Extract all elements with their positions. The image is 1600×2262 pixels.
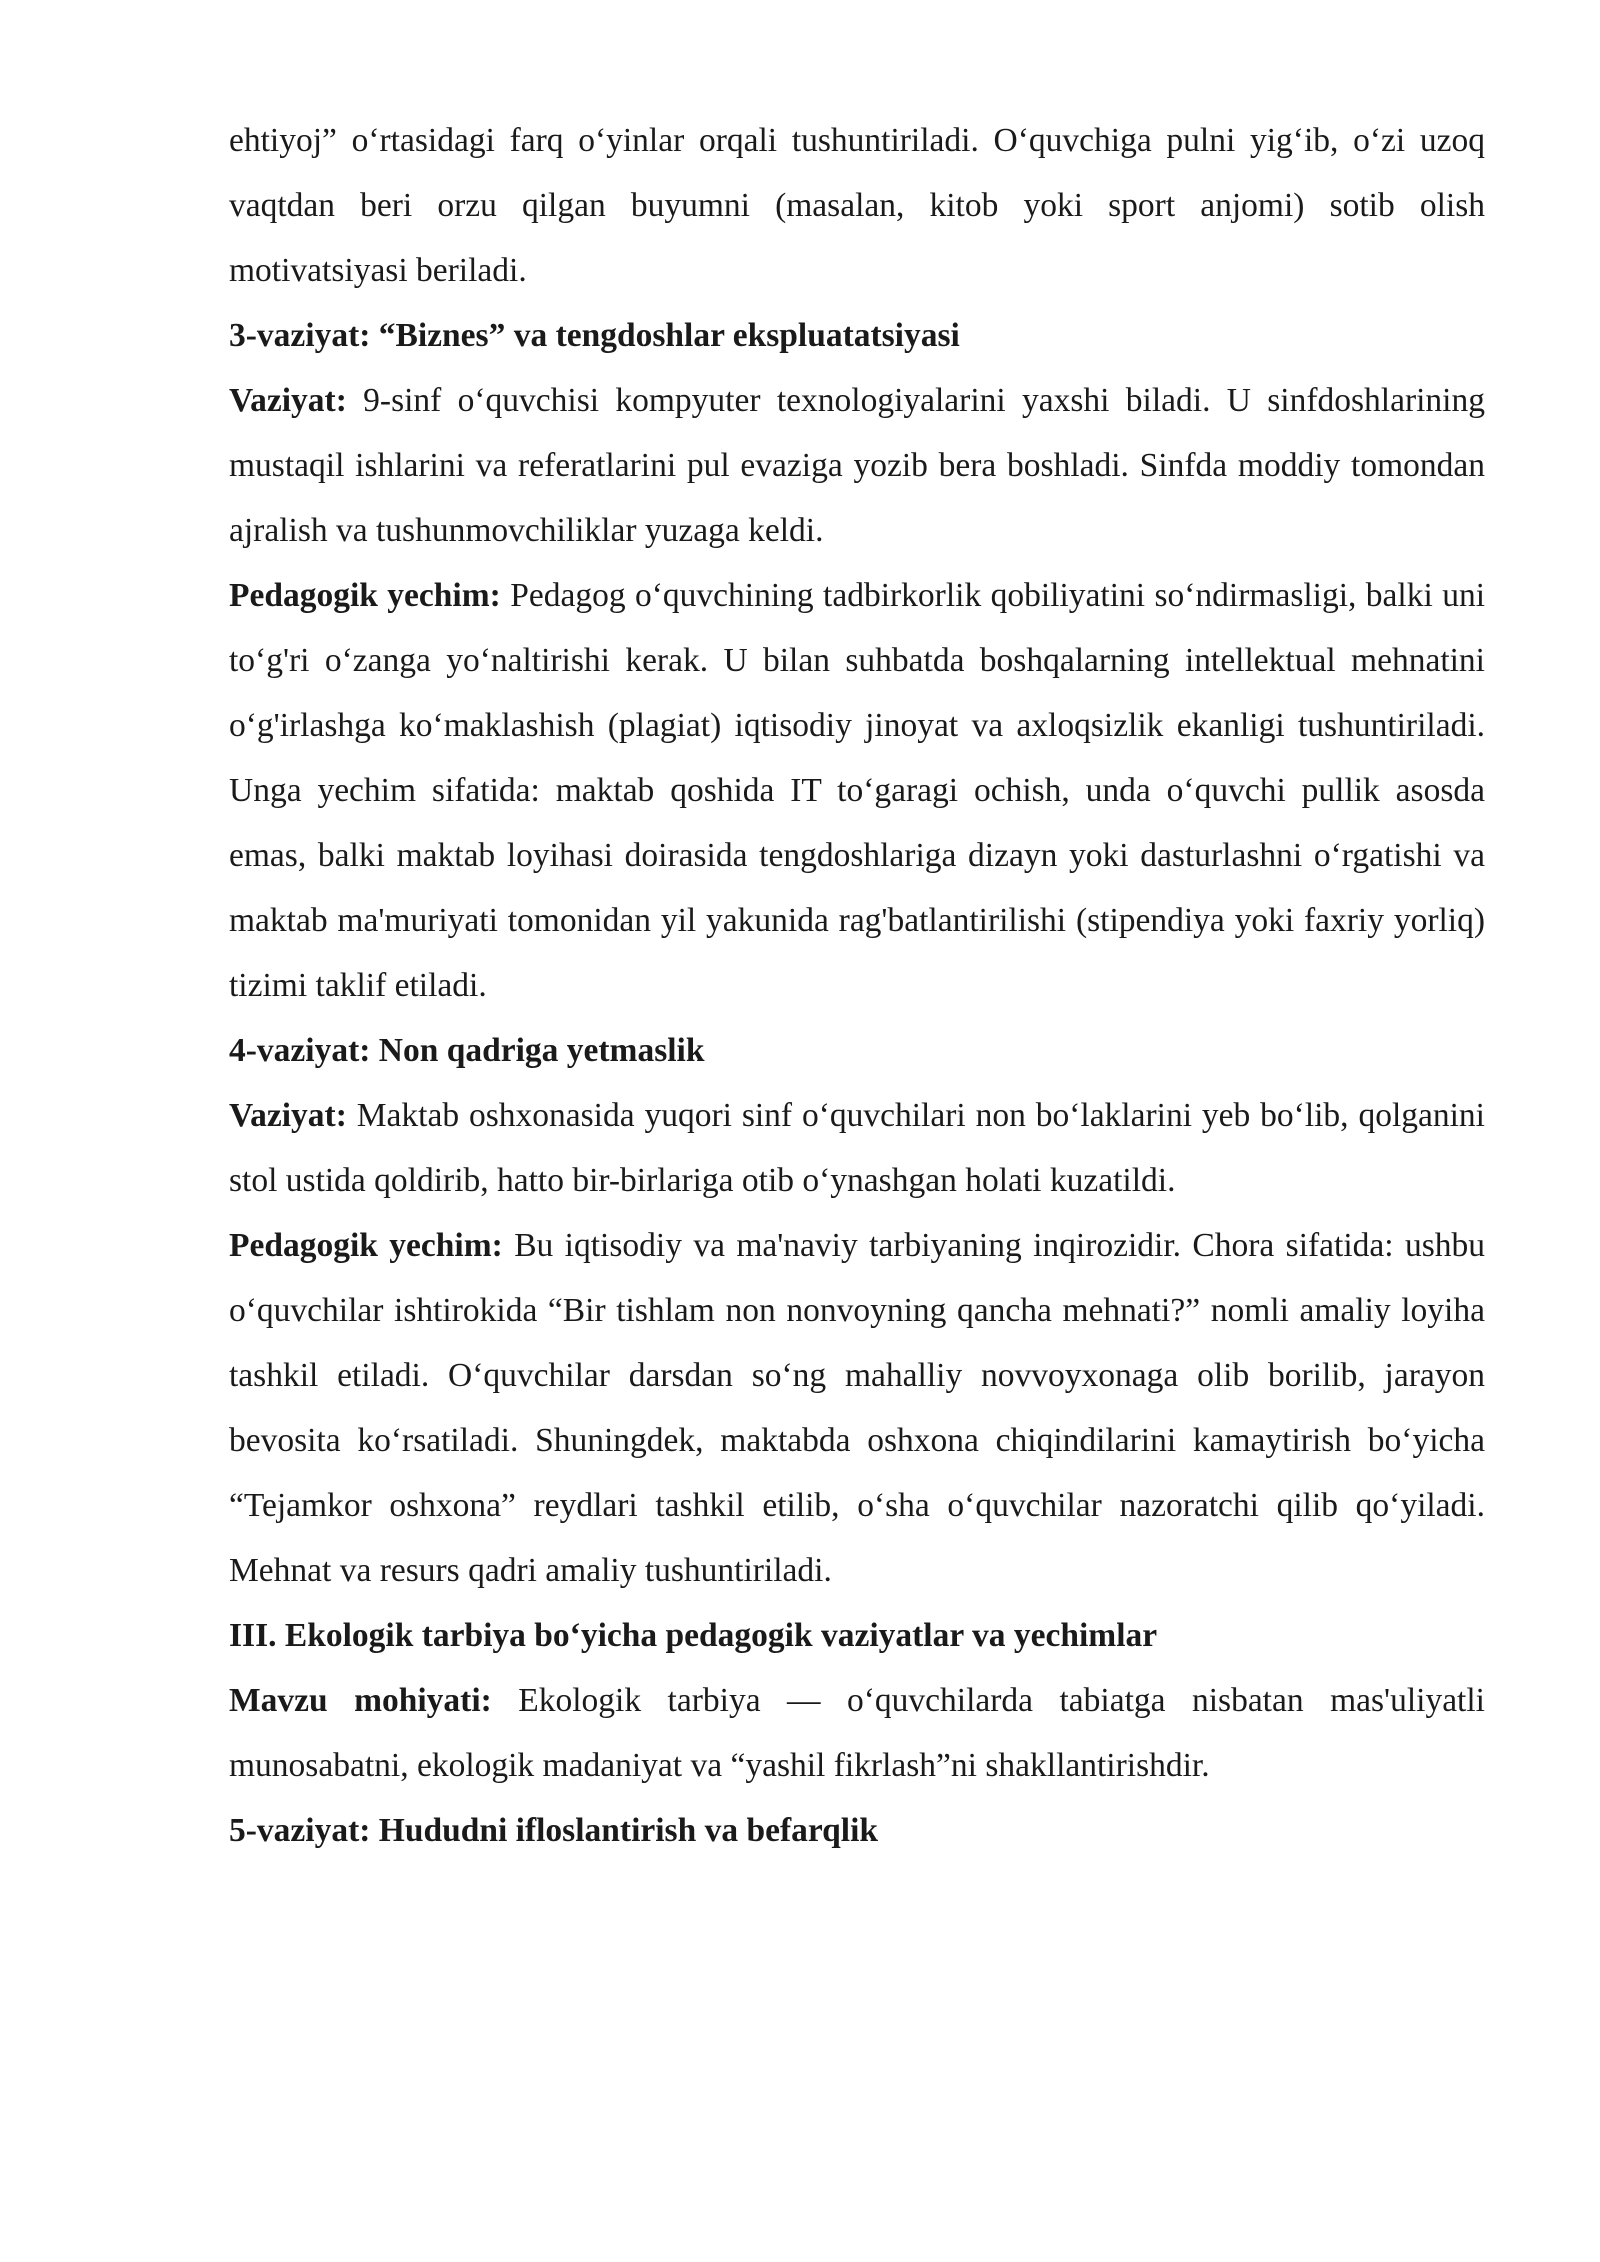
heading-situation-4: 4-vaziyat: Non qadriga yetmaslik	[229, 1032, 705, 1069]
paragraph-text: Pedagog oʻquvchining tadbirkorlik qobiliyatini soʻndirmasligi, balki uni toʻg'ri oʻzanga yoʻnaltirishi kerak. U bilan suhbatda boshqalarning intellektual mehnatini oʻg'irlashga koʻmaklashish (plagiat) iqtisodiy jinoyat va axloqsizlik ekanligi tushuntiriladi. Unga yechim sifatida: maktab qoshida IT toʻgaragi ochish, unda oʻquvchi pullik asosda emas, balki maktab loyihasi doirasida tengdoshlariga dizayn yoki dasturlashni oʻrgatishi va maktab ma'muriyati tomonidan yil yakunida rag'batlantirilishi (stipendiya yoki faxriy yorliq) tizimi taklif etiladi.	[229, 577, 1486, 1004]
paragraph-label: Pedagogik yechim:	[229, 577, 501, 614]
paragraph-text: Bu iqtisodiy va ma'naviy tarbiyaning inqirozidir. Chora sifatida: ushbu oʻquvchilar ishtirokida “Bir tishlam non nonvoyning qancha mehnati?” nomli amaliy loyiha tashkil etiladi. Oʻquvchilar darsdan soʻng mahalliy novvoyxonaga olib borilib, jarayon bevosita koʻrsatiladi. Shuningdek, maktabda oshxona chiqindilarini kamaytirish boʻyicha “Tejamkor oshxona” reydlari tashkil etilib, oʻsha oʻquvchilar nazoratchi qilib qoʻyiladi. Mehnat va resurs qadri amaliy tushuntiriladi.	[229, 1227, 1486, 1589]
paragraph-label: Vaziyat:	[229, 382, 347, 419]
heading-section-3: III. Ekologik tarbiya boʻyicha pedagogik vaziyatlar va yechimlar	[229, 1617, 1158, 1654]
paragraph-text: ehtiyoj” oʻrtasidagi farq oʻyinlar orqali tushuntiriladi. Oʻquvchiga pulni yigʻib, oʻzi uzoq vaqtdan beri orzu qilgan buyumni (masalan, kitob yoki sport anjomi) sotib olish motivatsiyasi beriladi.	[229, 122, 1485, 289]
paragraph-text: 9-sinf oʻquvchisi kompyuter texnologiyalarini yaxshi biladi. U sinfdoshlarining mustaqil ishlarini va referatlarini pul evaziga yozib bera boshladi. Sinfda moddiy tomondan ajralish va tushunmovchiliklar yuzaga keldi.	[229, 382, 1485, 549]
paragraph-topic-essence	[229, 1668, 1485, 1798]
paragraph-label: Mavzu mohiyati:	[229, 1682, 492, 1719]
paragraph-label: Vaziyat:	[229, 1097, 347, 1134]
heading-situation-5: 5-vaziyat: Hududni ifloslantirish va befarqlik	[229, 1812, 879, 1849]
heading-situation-3: 3-vaziyat: “Biznes” va tengdoshlar ekspluatatsiyasi	[229, 317, 960, 354]
paragraph-situation-4	[229, 1083, 1485, 1213]
paragraph-solution-3	[229, 563, 1485, 1018]
paragraph-text: Ekologik tarbiya — oʻquvchilarda tabiatga nisbatan mas'uliyatli munosabatni, ekologik madaniyat va “yashil fikrlash”ni shakllantirishdir.	[229, 1682, 1485, 1784]
paragraph-solution-4	[229, 1213, 1485, 1603]
paragraph-label: Pedagogik yechim:	[229, 1227, 503, 1264]
paragraph-intro	[229, 108, 1485, 303]
document-page	[229, 108, 1485, 1863]
paragraph-situation-3	[229, 368, 1485, 563]
paragraph-text: Maktab oshxonasida yuqori sinf oʻquvchilari non boʻlaklarini yeb boʻlib, qolganini stol ustida qoldirib, hatto bir-birlariga otib oʻynashgan holati kuzatildi.	[229, 1097, 1485, 1199]
